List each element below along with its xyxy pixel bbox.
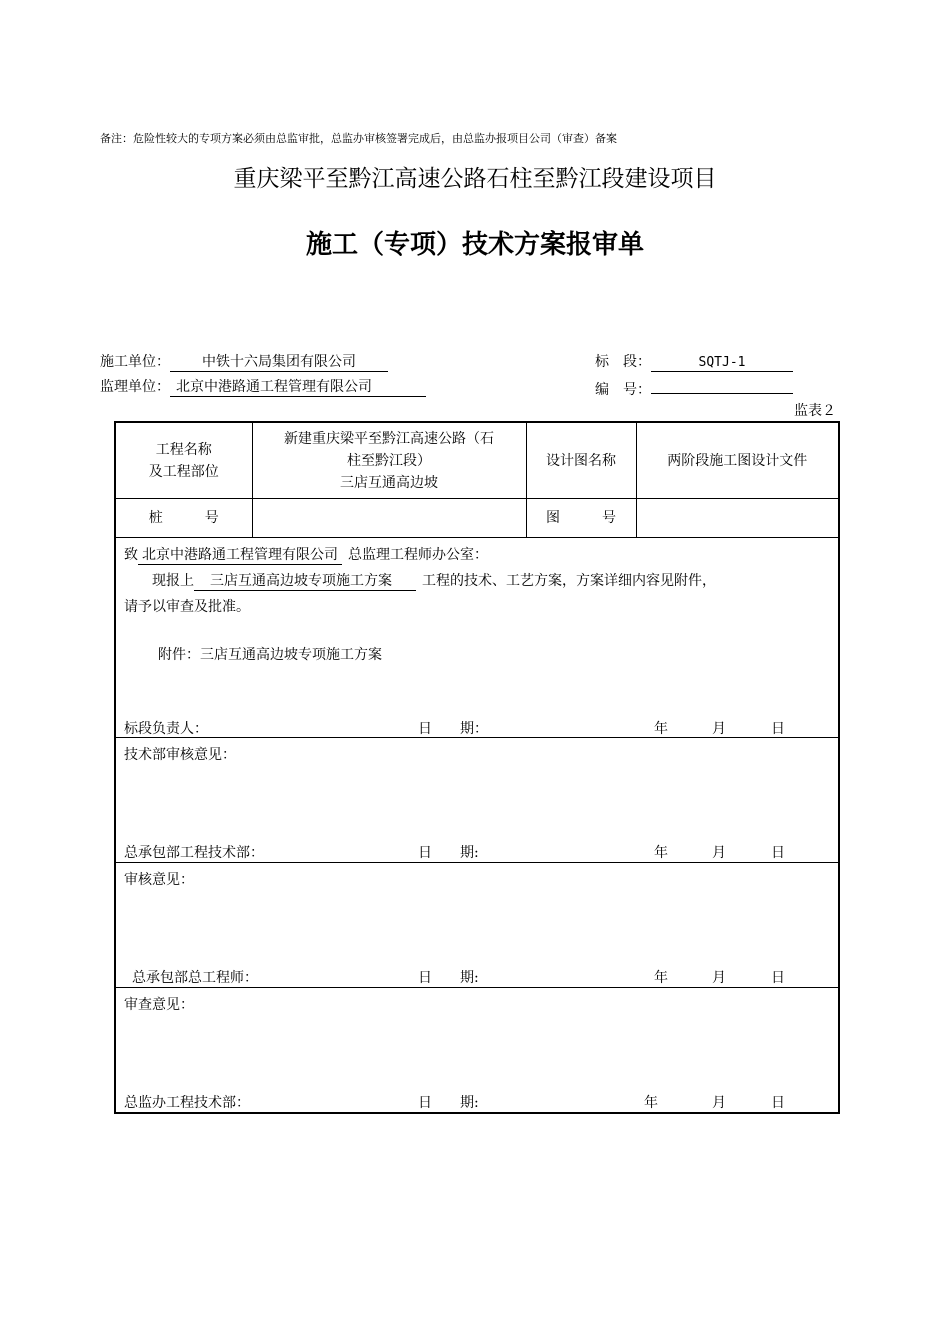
date-label: 期: (460, 1095, 479, 1111)
pile-label: 桩 号 (115, 499, 252, 538)
review-title: 审查意见： (124, 997, 194, 1013)
approval-table (114, 421, 840, 1114)
date-label: 期: (460, 845, 479, 861)
signer-label: 总监办工程技术部： (124, 1095, 250, 1111)
submission-section: 致 北京中港路通工程管理有限公司 总监理工程师办公室： 现报上 三店互通高边坡专项施工方案 工程的技术、工艺方案，方案详细内容见附件， 请予以审查及批准。 附件：三店互通高边坡专项施工方案 标段负责人： 日 期： 年 月 日 (115, 538, 839, 738)
drawing-value[interactable] (636, 499, 839, 538)
table-row (115, 538, 839, 738)
supervisor-value: 北京中港路通工程管理有限公司 (170, 379, 426, 397)
attachment-line: 附件：三店互通高边坡专项施工方案 (158, 647, 382, 663)
review-title: 审核意见： (124, 872, 194, 888)
table-row (115, 499, 839, 538)
drawing-label: 图 号 (526, 499, 636, 538)
number-value (651, 376, 793, 394)
contractor-field: 施工单位： 中铁十六局集团有限公司 (100, 351, 388, 372)
project-title: 重庆梁平至黔江高速公路石柱至黔江段建设项目 (233, 166, 717, 192)
project-name-label: 工程名称 及工程部位 (115, 422, 252, 499)
number-field: 编 号： (595, 376, 793, 399)
contractor-value: 中铁十六局集团有限公司 (170, 354, 388, 372)
table-row (115, 738, 839, 863)
signer-label: 总承包部工程技术部： (124, 845, 264, 861)
supervisor-field: 监理单位： 北京中港路通工程管理有限公司 (100, 376, 426, 397)
request-line: 请予以审查及批准。 (124, 599, 250, 615)
submission-line: 现报上 三店互通高边坡专项施工方案 工程的技术、工艺方案，方案详细内容见附件， (152, 573, 716, 589)
section-field: 标 段： SQTJ-1 (595, 351, 793, 372)
section-value: SQTJ-1 (651, 354, 793, 372)
chief-engineer-review-section: 审核意见： 总承包部总工程师： 日 期: 年 月 日 (115, 863, 839, 988)
pile-value[interactable] (252, 499, 526, 538)
table-row (115, 863, 839, 988)
supervision-review-section: 审查意见： 总监办工程技术部： 日 期: 年 月 日 (115, 988, 839, 1114)
signer-label: 总承包部总工程师： (132, 970, 258, 986)
remark-note: 备注：危险性较大的专项方案必须由总监审批，总监办审核签署完成后，由总监办报项目公司（审查）备案 (100, 132, 617, 145)
review-title: 技术部审核意见： (124, 747, 236, 763)
table-row (115, 422, 839, 499)
form-title: 施工（专项）技术方案报审单 (305, 230, 644, 260)
project-name-value: 新建重庆梁平至黔江高速公路（石 柱至黔江段） 三店互通高边坡 (252, 422, 526, 499)
addressee-line: 致 北京中港路通工程管理有限公司 总监理工程师办公室： (124, 547, 488, 563)
technical-review-section: 技术部审核意见： 总承包部工程技术部： 日 期: 年 月 日 (115, 738, 839, 863)
form-code: 监表２ (794, 403, 836, 419)
design-value: 两阶段施工图设计文件 (636, 422, 839, 499)
signer-label: 标段负责人： (124, 721, 208, 737)
table-row (115, 988, 839, 1114)
design-label: 设计图名称 (526, 422, 636, 499)
date-label: 期： (460, 721, 488, 737)
date-label: 期: (460, 970, 479, 986)
